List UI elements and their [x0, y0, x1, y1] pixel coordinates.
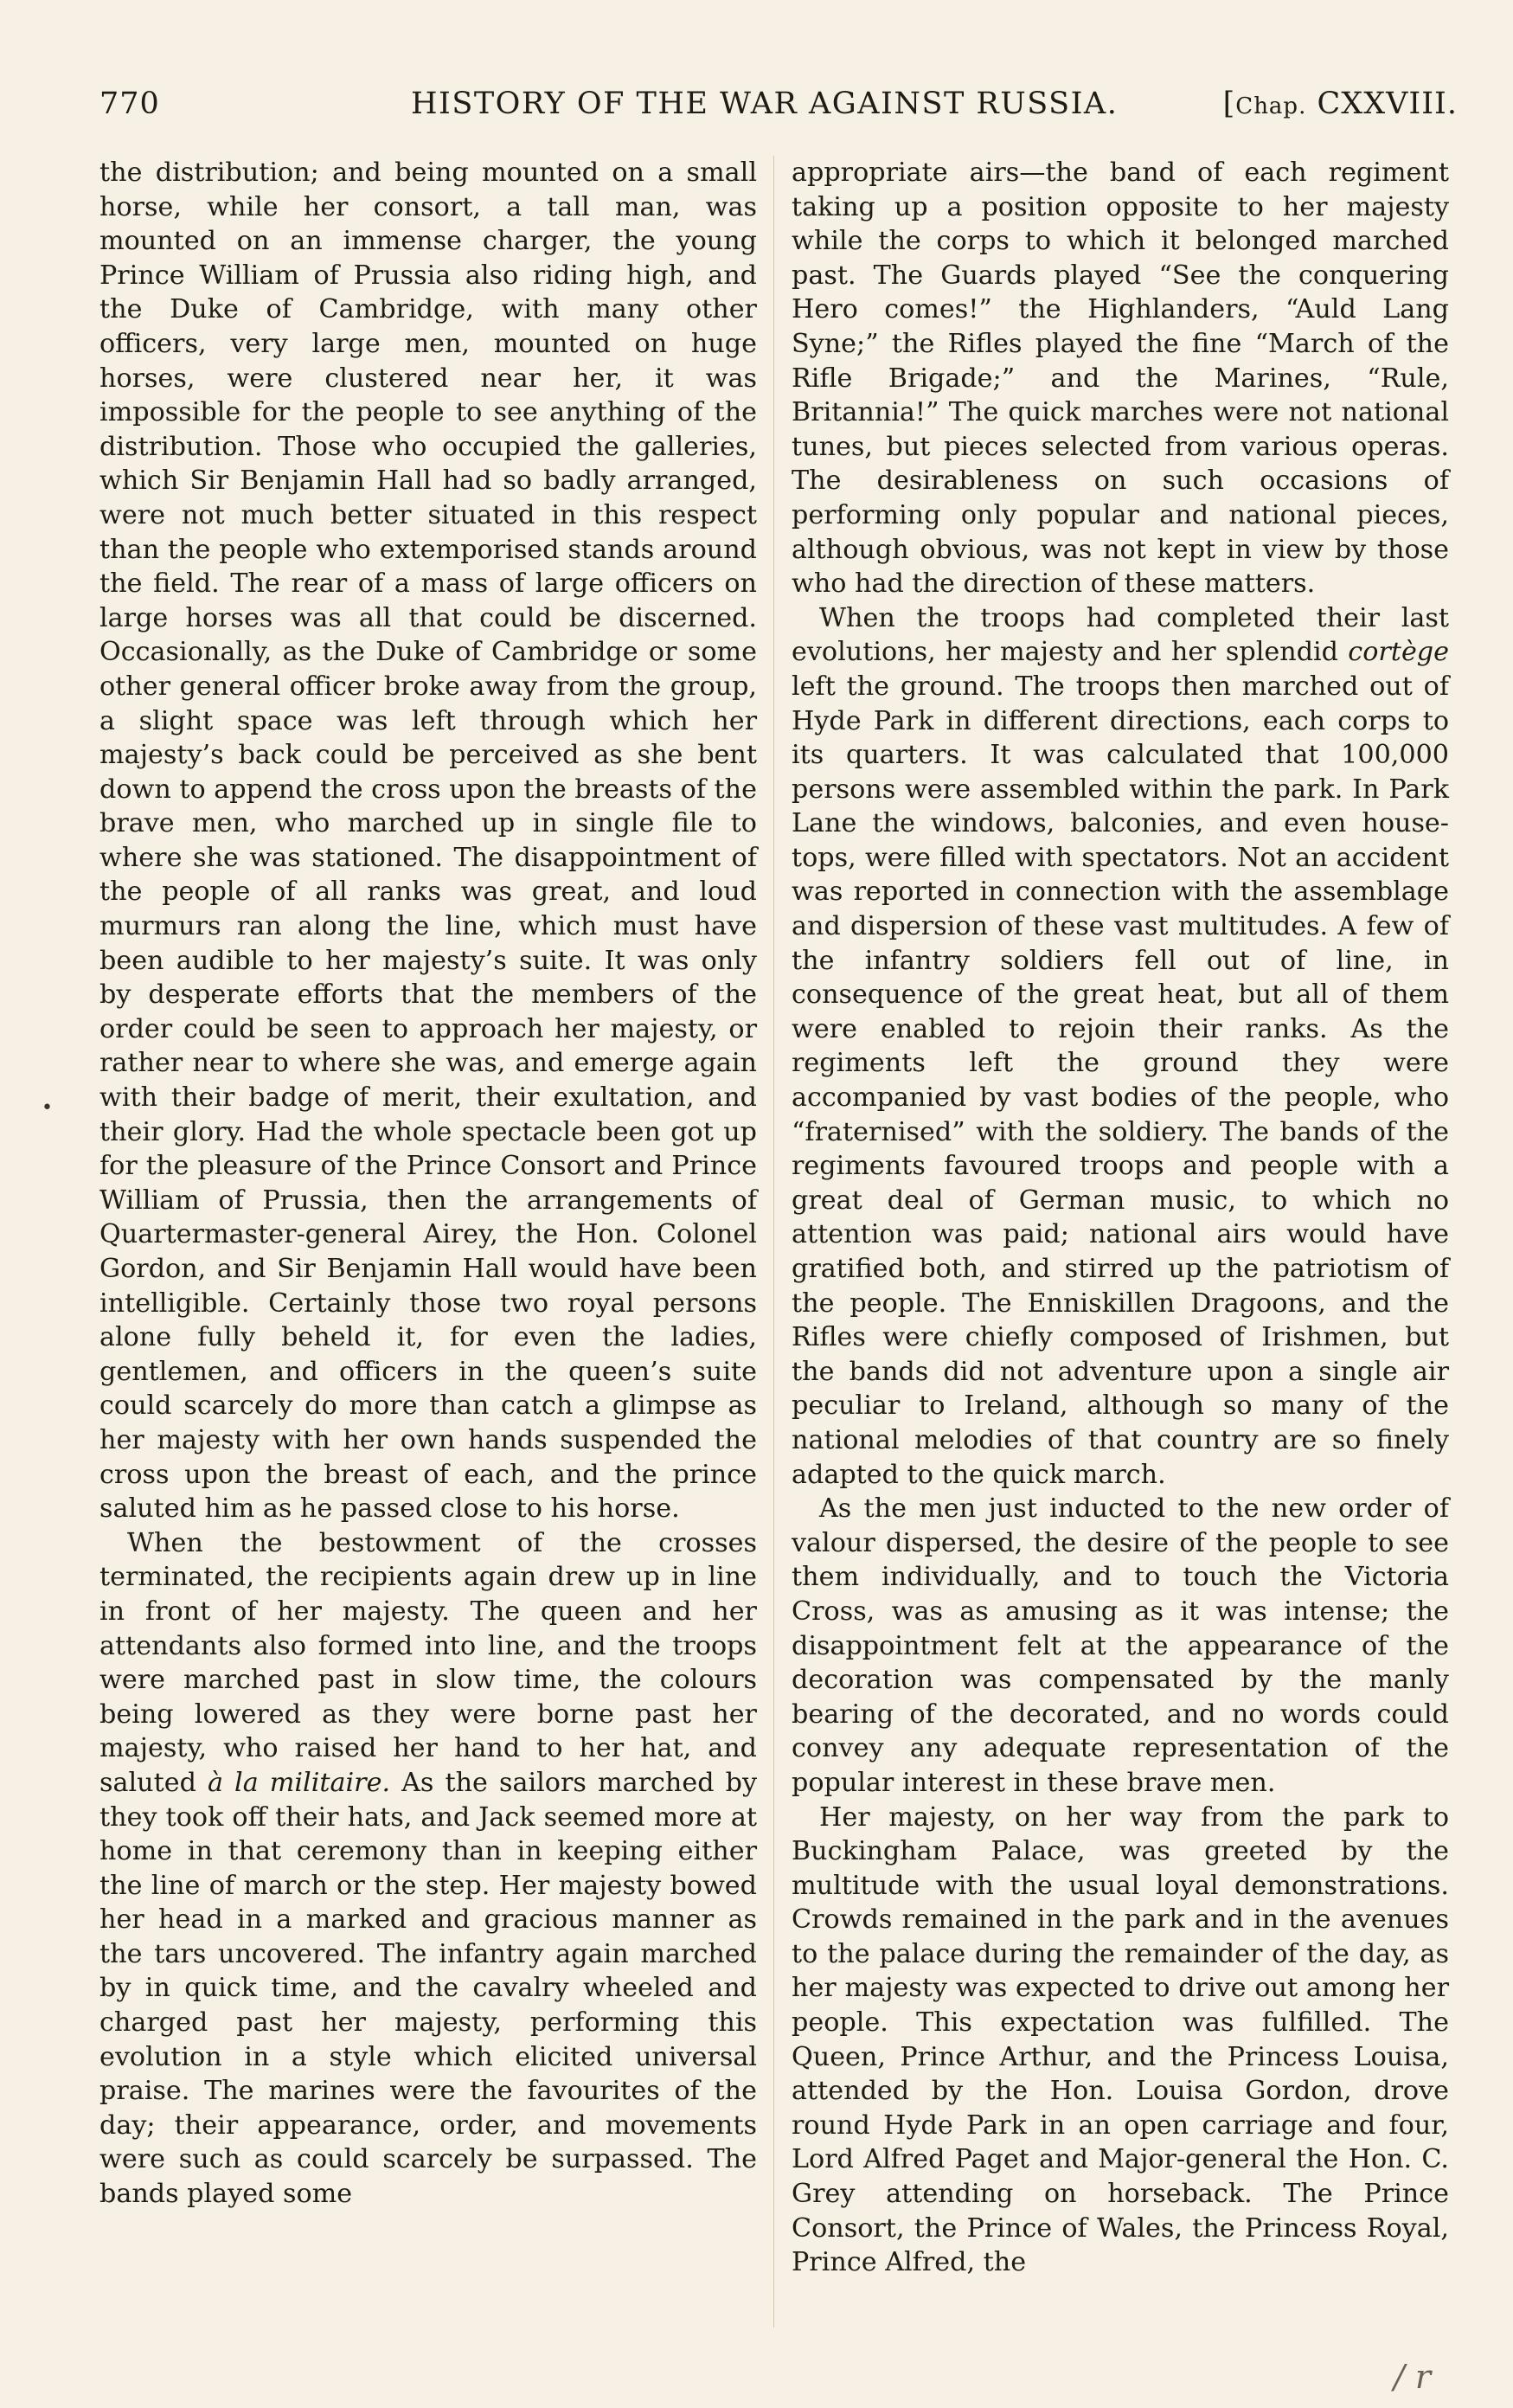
chapter-bracket: [	[1222, 87, 1236, 121]
text-columns	[99, 156, 1458, 2336]
chapter-number: CXXVIII.	[1317, 87, 1458, 121]
paragraph	[792, 1801, 1449, 2280]
margin-dot: •	[42, 1097, 53, 1119]
chapter-reference	[1223, 87, 1458, 121]
pencil-mark: / r	[1393, 2358, 1431, 2396]
paragraph	[99, 1526, 757, 2212]
column-divider	[773, 156, 774, 2328]
left-column	[99, 156, 757, 2212]
italic-phrase: cortège	[1348, 637, 1449, 668]
paragraph-text: appropriate airs—the band of each regiment taking up a position opposite to her majesty while the corps to which it belonged marched past. The Guards played “See the conquering Hero comes!” the Highlanders, “Auld Lang Syne;” the Rifles played the fine “March of the Rifle Brigade;” and the Marines, “Rule, Britannia!” The quick marches were not national tunes, but pieces selected from various operas. The desirableness on such occasions of performing only popular and national pieces, although obvious, was not kept in view by those who had the direction of these matters.	[792, 157, 1449, 600]
running-header	[99, 87, 1458, 138]
italic-phrase: à la militaire.	[207, 1767, 391, 1798]
paragraph	[99, 156, 757, 1526]
page-number: 770	[99, 87, 160, 121]
paragraph	[792, 156, 1449, 601]
paragraph	[792, 1492, 1449, 1800]
paragraph-text: When the troops had completed their last evolutions, her majesty and her splendid	[792, 602, 1449, 668]
running-title: HISTORY OF THE WAR AGAINST RUSSIA.	[411, 87, 1119, 121]
paragraph	[792, 601, 1449, 1492]
right-column	[792, 156, 1449, 2280]
paragraph-text: the distribution; and being mounted on a small horse, while her consort, a tall man, was mounted on an immense charger, the young Prince William of Prussia also riding high, and the Duke of Cambridge, with many other officers, very large men, mounted on huge horses, were clustered near her, it was impossible for the people to see anything of the distribution. Those who occupied the galleries, which Sir Benjamin Hall had so badly arranged, were not much better situated in this respect than the people who extemporised stands around the field. The rear of a mass of large officers on large horses was all that could be discerned. Occasionally, as the Duke of Cambridge or some other general officer broke away from the group, a slight space was left through which her majesty’s back could be perceived as she bent down to append the cross upon the breasts of the brave men, who marched up in single file to where she was stationed. The disappointment of the people of all ranks was great, and loud murmurs ran along the line, which must have been audible to her majesty’s suite. It was only by desperate efforts that the members of the order could be seen to approach her majesty, or rather near to where she was, and emerge again with their badge of merit, their exultation, and their glory. Had the whole spectacle been got up for the pleasure of the Prince Consort and Prince William of Prussia, then the arrangements of Quartermaster-general Airey, the Hon. Colonel Gordon, and Sir Benjamin Hall would have been intelligible. Certainly those two royal persons alone fully beheld it, for even the ladies, gentlemen, and officers in the queen’s suite could scarcely do more than catch a glimpse as her majesty with her own hands suspended the cross upon the breast of each, and the prince saluted him as he passed close to his horse.	[99, 157, 757, 1525]
paragraph-text: When the bestowment of the crosses terminated, the recipients again drew up in line in front of her majesty. The queen and her attendants also formed into line, and the troops were marched past in slow time, the colours being lowered as they were borne past her majesty, who raised her hand to her hat, and saluted	[99, 1527, 757, 1798]
paragraph-text: left the ground. The troops then marched out of Hyde Park in different directions, each corps to its quarters. It was calculated that 100,000 persons were assembled within the park. In Park Lane the windows, balconies, and even house-tops, were filled with spectators. Not an accident was reported in connection with the assemblage and dispersion of these vast multitudes. A few of the infantry soldiers fell out of line, in consequence of the great heat, but all of them were enabled to rejoin their ranks. As the regiments left the ground they were accompanied by vast bodies of the people, who “fraternised” with the soldiery. The bands of the regiments favoured troops and people with a great deal of German music, to which no attention was paid; national airs would have gratified both, and stirred up the patriotism of the people. The Enniskillen Dragoons, and the Rifles were chiefly composed of Irishmen, but the bands did not adventure upon a single air peculiar to Ireland, although so many of the national melodies of that country are so finely adapted to the quick march.	[792, 671, 1449, 1490]
paragraph-text: Her majesty, on her way from the park to Buckingham Palace, was greeted by the multitude with the usual loyal demonstrations. Crowds remained in the park and in the avenues to the palace during the remainder of the day, as her majesty was expected to drive out among her people. This expectation was fulfilled. The Queen, Prince Arthur, and the Princess Louisa, attended by the Hon. Louisa Gordon, drove round Hyde Park in an open carriage and four, Lord Alfred Paget and Major-general the Hon. C. Grey attending on horseback. The Prince Consort, the Prince of Wales, the Princess Royal, Prince Alfred, the	[792, 1801, 1449, 2278]
paragraph-text: As the sailors marched by they took off their hats, and Jack seemed more at home in that ceremony than in keeping either the line of march or the step. Her majesty bowed her head in a marked and gracious manner as the tars uncovered. The infantry again marched by in quick time, and the cavalry wheeled and charged past her majesty, performing this evolution in a style which elicited universal praise. The marines were the favourites of the day; their appearance, order, and movements were such as could scarcely be surpassed. The bands played some	[99, 1767, 757, 2210]
book-page	[99, 87, 1458, 2336]
paragraph-text: As the men just inducted to the new order of valour dispersed, the desire of the people to see them individually, and to touch the Victoria Cross, was as amusing as it was intense; the disappointment felt at the appearance of the decoration was compensated by the manly bearing of the decorated, and no words could convey any adequate representation of the popular interest in these brave men.	[792, 1493, 1449, 1798]
chapter-word: Chap.	[1235, 93, 1307, 119]
